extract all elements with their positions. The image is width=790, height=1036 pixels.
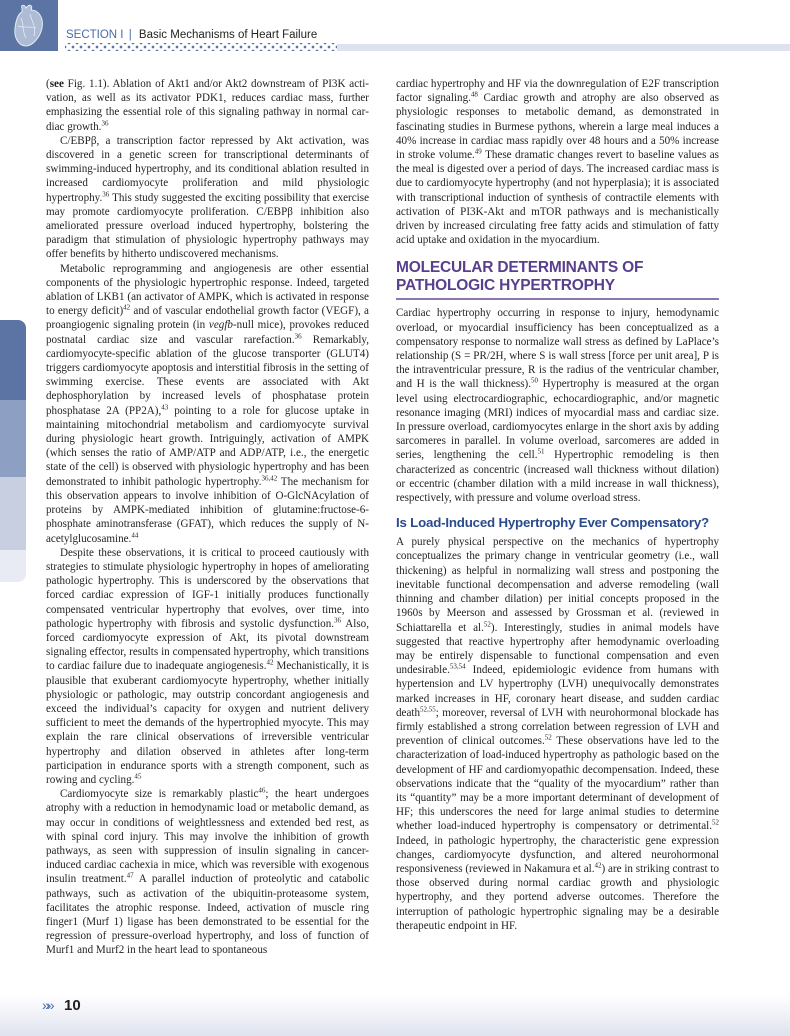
section-label: SECTION I bbox=[66, 29, 124, 41]
text: pointing to a role for glucose uptake in maintaining mitochondrial metabolism and cardiomyocyte survival during physiologic heart growth. Intriguingly, activation of AMPK (which senses the ratio of AMP/ATP and ADP/ATP, i.e., the energetic state of the cell) is observed with physiologic hypertrophy and has been demonstrated to inhibit pathologic hypertrophy. bbox=[46, 404, 370, 488]
text: The mechanism for this observation appears to involve inhibition of O-GlcNAcylation of proteins by AMPK-mediated inhibition of glutamine:fructose-6-phosphate aminotransferase (GFAT), which reduces the supply of N-acetylglucosamine. bbox=[46, 475, 369, 545]
text: Indeed, in pathologic hypertrophy, the characteristic gene expression changes, cardiomyocyte dysfunction, and altered neurohormonal responsiveness (reviewed in Nakamura et al. bbox=[396, 834, 719, 875]
side-thumb-tab bbox=[0, 550, 26, 582]
page-number: 10 bbox=[64, 997, 81, 1014]
heart-illustration-icon bbox=[0, 0, 58, 51]
text: A parallel induction of proteolytic and catabolic pathways, such as activation of the ubiquitin-proteasome system, facilitates the atrophic response. Indeed, activation of muscle ring finger1 (Murf 1) ligase has been demonstrated to be essential for the regression of pressure-overload hypertrophy, and loss of function of Murf1 and Murf2 in the heart lead to spontaneous bbox=[46, 873, 370, 957]
text: A purely physical perspective on the mechanics of hypertrophy conceptualizes the primary change in ventricular geometry (i.e., wall thickening) as helpful in normalizing wall stress and postponing the inevitable functional decompensation and adverse remodeling (wall thinning and chamber dilation) per initial concepts proposed in the 1960s by Meerson and assessed by Grossman et al. (reviewed in Schiattarella et al. bbox=[396, 536, 719, 634]
header-decorative-pattern bbox=[65, 43, 337, 51]
heart-icon bbox=[12, 4, 46, 48]
citation: 45 bbox=[134, 772, 142, 781]
text: This study suggested the exciting possibility that exercise may promote cardiomyocyte proliferation. C/EBPβ inhibition also ameliorated pressure overload induced hypertrophy, bolstering the paradigm that stimulation of physiologic hypertrophy pathways may offer benefits by hitherto undiscovered mechanisms. bbox=[46, 191, 369, 261]
citation: 52 bbox=[712, 818, 719, 827]
paragraph bbox=[46, 546, 369, 787]
header-rule bbox=[337, 44, 790, 51]
text: Hypertrophic remodeling is then characterized as concentric (increased wall thickness without dilation) or eccentric (chamber dilation with a mild increase in wall thickness), respectively, with pressure and volume overload stress. bbox=[396, 449, 719, 505]
paragraph: (see Fig. 1.1). Ablation of Akt1 and/or Akt2 downstream of PI3K activation, as well as its activator PDK1, reduces cardiac mass, further emphasizing the essential role of this signaling pathway in normal cardiac growth.$^{36}$ bbox=[46, 78, 369, 133]
citation: 46 bbox=[258, 786, 266, 795]
page-footer bbox=[42, 997, 81, 1015]
text: Indeed, epidemiologic evidence from humans with hypertension and LV hypertrophy (LVH) unequivocally demonstrates marked increases in HF, coronary heart disease, and sudden cardiac death bbox=[396, 664, 719, 719]
text: -null mice), provokes reduced postnatal cardiac size and vascular rarefaction. bbox=[46, 319, 369, 346]
paragraph bbox=[46, 787, 369, 957]
citation: 36 bbox=[102, 189, 110, 198]
chevron-right-icon: »» bbox=[42, 997, 52, 1013]
text: Cardiac growth and atrophy are also observed as physiologic responses to metabolic demand, as demonstrated in fascinating studies in Burmese pythons, wherein a large meal induces a 40% increase in cardiac mass rapidly over 48 hours and a 50% increase in stroke volume. bbox=[396, 92, 719, 162]
paragraph bbox=[396, 77, 719, 247]
paragraph bbox=[46, 262, 369, 546]
text: Remarkably, cardiomyocyte-specific ablation of the glucose transporter (GLUT4) triggers cardiomyocyte apoptosis and interstitial fibrosis in the setting of swimming exercise. These events are associated with Akt dephosphorylation by increased levels of phosphatase protein phosphatase 2A (PP2A), bbox=[46, 333, 369, 417]
citation: 36 bbox=[294, 331, 302, 340]
text: These observations have led to the characterization of load-induced hypertrophy as pathologic based on the development of HF and cardiomyopathic decompensation. Indeed, these observations indicate that the “quality of the myocardium” rather than its “quantity” may be a more important determinant of development of HF; this underscores the need for large animal studies to determine whether load-induced hypertrophy is compensatory or detrimental. bbox=[396, 735, 719, 833]
citation: 36 bbox=[334, 616, 342, 625]
footer-band bbox=[0, 995, 790, 1036]
citation: 50 bbox=[531, 376, 538, 385]
left-column bbox=[46, 77, 369, 958]
citation: 52 bbox=[544, 733, 552, 742]
italic-text: vegfb bbox=[208, 319, 233, 332]
text: Despite these observations, it is critical to proceed cautiously with strategies to stimulate physiologic hypertrophy in hopes of ameliorating pathologic hypertrophy. This is underscored by the observations that forced cardiac expression of IGF-1 initially produces functionally compensated ventricular hypertrophy that evolves, over time, into pathologic hypertrophy with fibrosis and systolic dysfunction. bbox=[46, 546, 369, 630]
citation: 43 bbox=[161, 402, 169, 411]
running-header bbox=[66, 29, 317, 41]
citation: 44 bbox=[131, 530, 139, 539]
side-thumb-tab bbox=[0, 477, 26, 550]
citation: 36 bbox=[101, 118, 109, 127]
paragraph bbox=[396, 535, 719, 933]
text: Cardiomyocyte size is remarkably plastic bbox=[60, 788, 259, 801]
citation: 49 bbox=[474, 147, 482, 156]
section-heading: MOLECULAR DETERMINANTS OF PATHOLOGIC HYPERTROPHY bbox=[396, 259, 719, 300]
side-thumb-tab bbox=[0, 320, 26, 400]
citation: 52 bbox=[483, 619, 491, 628]
citation: 48 bbox=[470, 90, 478, 99]
paragraph bbox=[396, 306, 719, 505]
citation: 42 bbox=[123, 303, 131, 312]
section-title: Basic Mechanisms of Heart Failure bbox=[138, 29, 318, 41]
bold-text: see bbox=[49, 78, 64, 90]
citation: 53,54 bbox=[449, 662, 466, 671]
text: and of vascular endothelial growth factor (VEGF), a proangiogenic signaling protein (in bbox=[46, 305, 369, 332]
citation: 47 bbox=[126, 871, 134, 880]
section-separator: | bbox=[128, 29, 132, 41]
side-thumb-tab bbox=[0, 400, 26, 477]
text: Hypertrophy is measured at the organ level using electrocardiographic, echocardiographic, and/or magnetic resonance imaging (MRI) indices of myocardial mass and cardiac size. In pressure overload, cardiomyocytes enlarge in the short axis by adding sarcomeres in parallel. In volume overload, sarcomeres are added in series, lengthening the cell. bbox=[396, 378, 719, 462]
text: ) are in striking contrast to those observed during normal cardiac growth and physiologic hypertrophy, and they portend adverse outcomes. Therefore the interruption of pathologic hypertrophic signaling may be a desirable therapeutic endpoint in HF. bbox=[396, 862, 719, 932]
text: ). Interestingly, studies in animal models have suggested that reactive hypertrophy after hemodynamic overloading may be entirely dispensable to functional compensation and even undesirable. bbox=[396, 621, 719, 677]
citation: 51 bbox=[537, 447, 545, 456]
text: ; the heart undergoes atrophy with a reduction in hemodynamic load or metabolic demand, as may occur in conditions of weightlessness and extended bed rest, as with spinal cord injury. This may involve the inhibition of growth pathways, as seen with suppression of insulin signaling in cancer-induced cardiac cachexia in mice, which was reversible with exogenous insulin treatment. bbox=[46, 788, 369, 886]
text: ; moreover, reversal of LVH with neurohormonal blockade has firmly established a strong correlation between regression of LVH and prevention of clinical outcomes. bbox=[396, 706, 719, 748]
text: Mechanistically, it is plausible that exuberant cardiomyocyte hypertrophy, whether initially physiologic or pathologic, may outstrip concordant angiogenesis and exceed the individual’s capacity for oxygen and nutrient delivery sufficient to meet the demands of the hypertrophied myocyte. This may explain the rare clinical observations of irreversible ventricular hypertrophy and dilation observed in athletes after long-term participation in endurance sports with a strength component, such as rowing and cycling. bbox=[46, 660, 369, 786]
text: Also, forced cardiomyocyte expression of Akt, its pivotal downstream signaling effector, results in compensated hypertrophy, which transitions to cardiac failure due to inadequate angiogenesis. bbox=[46, 617, 369, 673]
text: These dramatic changes revert to baseline values as the meal is digested over a period of days. The increased cardiac mass is due to cardiomyocyte hypertrophy (and not hyperplasia); it is associated with transcriptional induction of synthesis of contractile elements with activation of PI3K-Akt and mTOR pathways and is mechanistically driven by increased circulating free fatty acids and stimulation of fatty acid uptake and oxidation in the myocardium. bbox=[396, 149, 719, 247]
citation: 36,42 bbox=[261, 474, 278, 482]
text: Metabolic reprogramming and angiogenesis are other essential components of the physiologic hypertrophic response. Indeed, targeted ablation of LKB1 (an activator of AMPK, which is activated in response to energy deficit) bbox=[46, 262, 369, 318]
citation: 52,55 bbox=[420, 705, 436, 714]
citation: 42 bbox=[594, 861, 602, 870]
text: Cardiac hypertrophy occurring in response to injury, hemodynamic overload, or myocardial insufficiency has been conceptualized as a compensatory response to normalize wall stress as defined by LaPlace’s relationship (S = PR/2H, where S is wall stress [force per unit area], P is the intraventricular pressure, R is the radius of the ventricular chamber, and H is the wall thickness). bbox=[396, 307, 719, 391]
text: C/EBPβ, a transcription factor repressed by Akt activation, was discovered in a genetic screen for transcriptional determinants of swimming-induced hypertrophy, and its conditional ablation resulted in increased cardiomyocyte proliferation and mild physiologic hypertrophy. bbox=[46, 134, 369, 204]
paragraph bbox=[46, 134, 369, 262]
citation: 42 bbox=[266, 658, 274, 667]
text: cardiac hypertrophy and HF via the downregulation of E2F transcription factor signaling. bbox=[396, 78, 719, 105]
subsection-heading: Is Load-Induced Hypertrophy Ever Compensatory? bbox=[396, 515, 709, 531]
right-column bbox=[396, 77, 719, 933]
